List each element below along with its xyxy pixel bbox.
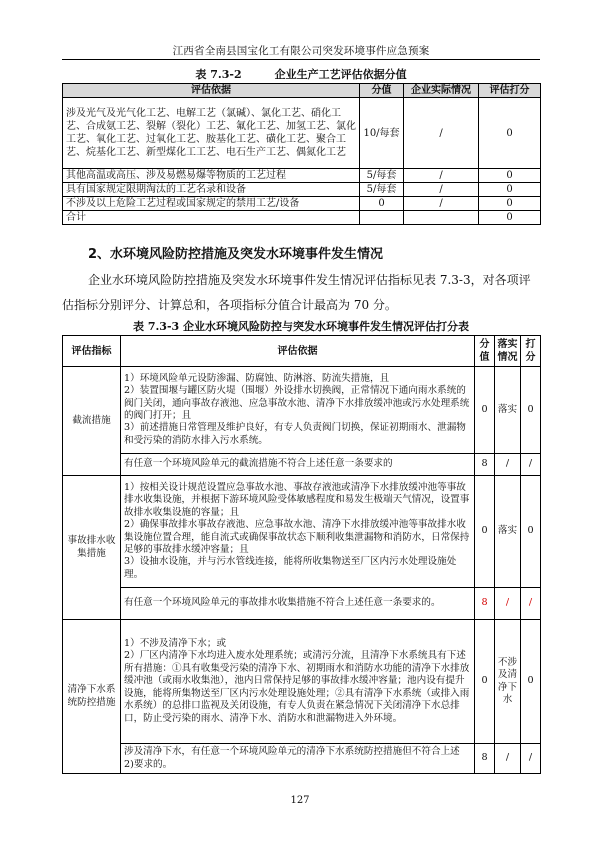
column-header-actual: 企业实际情况 xyxy=(404,84,479,98)
section-title: 2、水环境风险防控措施及突发水环境事件发生情况 xyxy=(88,247,384,262)
score-cell: 8 xyxy=(475,454,495,476)
basis-cell: 有任意一个环境风险单元的事故排水收集措施不符合上述任意一条要求的。 xyxy=(121,588,475,620)
process-scoring-table xyxy=(62,83,541,225)
basis-cell: 1）不涉及清净下水；或 2）厂区内清净下水均进入废水处理系统；或清污分流，且清净下水系统具有下述所有措施：①具有收集受污染的清净下水、初期雨水和消防水功能的清净下水排放缓冲池（或雨水收集池），池内日常保持足够的事故排水缓冲容量；池内设有提升设施，能将所集物送至厂区内污水处理设施处理；②具有清净下水系统（或排入雨水系统）的总排口监视及关闭设施，有专人负责在紧急情况下关闭清净下水总排口，防止受污染的雨水、清净下水、消防水和泄漏物进入外环境。 xyxy=(121,620,475,744)
actual-cell: / xyxy=(404,98,479,169)
table1-caption: 表 7.3-2 企业生产工艺评估依据分值 xyxy=(195,68,407,81)
water-risk-scoring-table xyxy=(62,335,541,774)
grade-cell: / xyxy=(521,454,541,476)
score-cell: 5/每套 xyxy=(360,169,404,183)
column-header-grade: 打分 xyxy=(521,336,541,367)
grade-cell: 0 xyxy=(521,367,541,454)
score-cell: 0 xyxy=(360,197,404,211)
score-cell: 10/每套 xyxy=(360,98,404,169)
grade-cell-highlight: / xyxy=(521,588,541,620)
score-cell: 0 xyxy=(475,476,495,588)
basis-cell: 有任意一个环境风险单元的截流措施不符合上述任意一条要求的 xyxy=(121,454,475,476)
grade-cell: 0 xyxy=(479,169,541,183)
basis-cell: 具有国家规定限期淘汰的工艺名录和设备 xyxy=(63,183,360,197)
score-cell: 5/每套 xyxy=(360,183,404,197)
table-row xyxy=(63,744,541,774)
indicator-cell: 事故排水收集措施 xyxy=(63,476,121,620)
status-cell: 落实 xyxy=(495,367,521,454)
basis-cell: 涉及光气及光气化工艺、电解工艺（氯碱）、氯化工艺、硝化工艺、合成氨工艺、裂解（裂化）工艺、氟化工艺、加氢工艺、氯化工艺、氧化工艺、过氧化工艺、胺基化工艺、磺化工艺、聚合工艺、烷基化工艺、新型煤化工工艺、电石生产工艺、偶氮化工艺 xyxy=(63,98,360,169)
body-paragraph: 企业水环境风险防控措施及突发水环境事件发生情况评估指标见表 7.3-3，对各项评估指标分别评分、计算总和，各项指标分值合计最高为 70 分。 xyxy=(62,273,531,312)
table-row xyxy=(63,98,541,169)
column-header-status: 落实情况 xyxy=(495,336,521,367)
score-cell: 0 xyxy=(475,620,495,744)
grade-cell: 0 xyxy=(479,98,541,169)
status-cell: 落实 xyxy=(495,476,521,588)
table-row xyxy=(63,588,541,620)
status-cell: / xyxy=(495,744,521,774)
score-cell: 0 xyxy=(475,367,495,454)
header-divider xyxy=(62,59,540,60)
table-row xyxy=(63,476,541,588)
basis-cell: 其他高温或高压、涉及易燃易爆等物质的工艺过程 xyxy=(63,169,360,183)
total-grade: 0 xyxy=(479,211,541,225)
basis-cell: 不涉及以上危险工艺过程或国家规定的禁用工艺/设备 xyxy=(63,197,360,211)
score-cell xyxy=(360,211,404,225)
page-number: 127 xyxy=(290,795,310,806)
basis-cell: 涉及清净下水，有任意一个环境风险单元的清净下水系统防控措施但不符合上述 2)要求的。 xyxy=(121,744,475,774)
column-header-indicator: 评估指标 xyxy=(63,336,121,367)
actual-cell xyxy=(404,211,479,225)
table-row-total xyxy=(63,211,541,225)
total-label: 合计 xyxy=(63,211,360,225)
column-header-basis: 评估依据 xyxy=(121,336,475,367)
table-row xyxy=(63,197,541,211)
column-header-score: 分值 xyxy=(360,84,404,98)
column-header-score: 分值 xyxy=(475,336,495,367)
status-cell: 不涉及清净下水 xyxy=(495,620,521,744)
status-cell-highlight: / xyxy=(495,588,521,620)
score-cell: 8 xyxy=(475,744,495,774)
status-cell: / xyxy=(495,454,521,476)
actual-cell: / xyxy=(404,197,479,211)
grade-cell: 0 xyxy=(479,183,541,197)
table-row xyxy=(63,183,541,197)
grade-cell: 0 xyxy=(521,476,541,588)
column-header-grade: 评估打分 xyxy=(479,84,541,98)
table-row xyxy=(63,367,541,454)
table2-caption: 表 7.3-3 企业水环境风险防控与突发水环境事件发生情况评估打分表 xyxy=(132,320,469,333)
grade-cell: 0 xyxy=(479,197,541,211)
actual-cell: / xyxy=(404,183,479,197)
table-row xyxy=(63,454,541,476)
score-cell-highlight: 8 xyxy=(475,588,495,620)
basis-cell: 1）按相关设计规范设置应急事故水池、事故存液池或清净下水排放缓冲池等事故排水收集设施，并根据下游环境风险受体敏感程度和易发生极端天气情况，设置事故排水收集设施的容量；且 2）确保事故排水事故存液池、应急事故水池、清净下水排放缓冲池等事故排水收集设施位置合理，能自流式或确保事故状态下顺利收集泄漏物和消防水，日常保持足够的事故排水缓冲容量；且 3）设抽水设施，并与污水管线连接，能将所收集物送至厂区内污水处理设施处理。 xyxy=(121,476,475,588)
indicator-cell: 清净下水系统防控措施 xyxy=(63,620,121,774)
column-header-basis: 评估依据 xyxy=(63,84,360,98)
table-row xyxy=(63,169,541,183)
table-row xyxy=(63,620,541,744)
basis-cell: 1）环境风险单元设防渗漏、防腐蚀、防淋溶、防流失措施，且 2）装置围堰与罐区防火堤（围堰）外设排水切换阀，正常情况下通向雨水系统的阀门关闭，通向事故存液池、应急事故水池、清净下水排放缓冲池或污水处理系统的阀门打开；且 3）前述措施日常管理及维护良好，有专人负责阀门切换，保证初期雨水、泄漏物和受污染的消防水排入污水系统。 xyxy=(121,367,475,454)
actual-cell: / xyxy=(404,169,479,183)
grade-cell: 0 xyxy=(521,620,541,744)
indicator-cell: 截流措施 xyxy=(63,367,121,476)
grade-cell: / xyxy=(521,744,541,774)
document-header: 江西省全南县国宝化工有限公司突发环境事件应急预案 xyxy=(172,45,430,57)
